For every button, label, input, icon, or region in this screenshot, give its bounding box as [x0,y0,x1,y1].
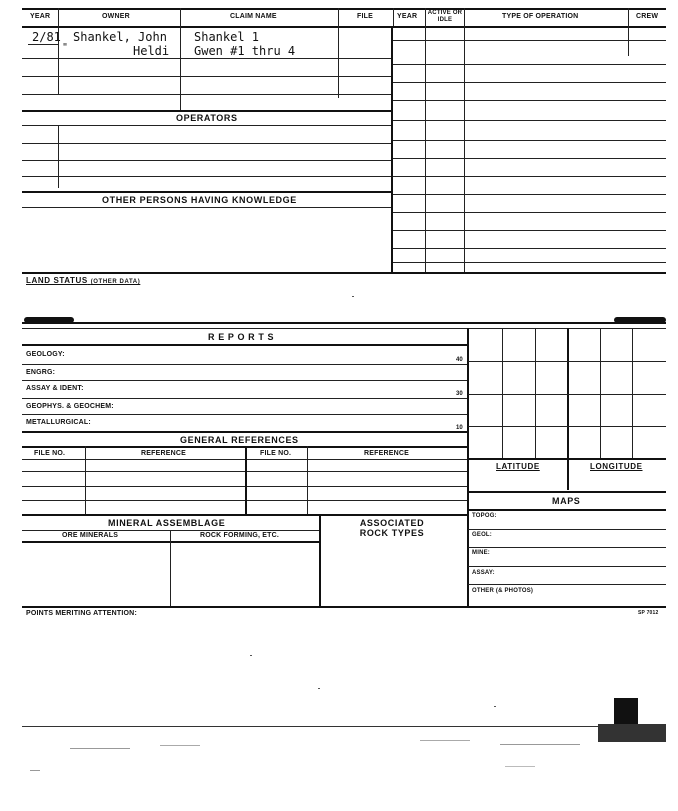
row-line [393,262,666,263]
land-status-sub: (OTHER DATA) [90,279,141,285]
report-metallurgical-num: 10 [456,425,463,431]
reports-title: R E P O R T S [208,332,275,342]
col-header-type-of-operation: TYPE OF OPERATION [502,13,579,20]
report-assay-num: 30 [456,391,463,397]
grid-line [502,328,503,458]
row-line [468,547,666,548]
grid-line [567,328,569,490]
row-line [22,125,392,126]
row-line [22,176,392,177]
col-header-active-idle: ACTIVE OR IDLE [427,10,463,23]
entry-claim: Shankel 1 [194,30,260,44]
header-rule [22,26,666,28]
latitude-label: LATITUDE [496,462,540,471]
associated-rock-types-title: ASSOCIATED ROCK TYPES [359,518,425,538]
speck [420,740,470,741]
divider [464,26,465,272]
row-line [393,64,666,65]
grid-line [600,328,601,458]
maps-assay: ASSAY: [472,570,495,576]
speck [160,745,200,746]
report-metallurgical: METALLURGICAL: [26,419,91,426]
divider [628,8,629,26]
divider [245,446,247,514]
divider [391,26,393,272]
row-line [393,100,666,101]
operators-title: OPERATORS [176,113,238,123]
row-line [22,414,468,415]
ore-minerals-col: ORE MINERALS [62,532,119,539]
row-line [393,140,666,141]
scan-block [614,698,638,724]
rock-forming-col: ROCK FORMING, ETC. [200,532,280,539]
col-header-crew: CREW [636,13,659,20]
row-line [393,248,666,249]
row-line [468,584,666,585]
divider [467,328,469,606]
other-persons-title: OTHER PERSONS HAVING KNOWLEDGE [102,195,297,205]
report-geophys: GEOPHYS. & GEOCHEM: [26,403,114,410]
speck [505,766,535,767]
grid-line [535,328,536,458]
divider [85,446,86,514]
speck [500,744,580,745]
gen-ref-reference-2: REFERENCE [364,450,409,457]
speck [494,706,496,707]
underline [28,44,58,45]
section-rule [22,322,666,324]
divider [180,8,181,26]
divider [628,26,629,56]
grid-line [468,394,666,395]
maps-title: MAPS [552,496,581,506]
entry-owner: Heldi [133,44,170,58]
maps-other: OTHER (& PHOTOS) [472,588,534,594]
divider [170,530,171,606]
row-line [393,194,666,195]
entry-year: 2/81 [32,30,61,44]
speck [30,770,40,771]
section-rule [22,541,320,543]
section-rule [468,491,666,493]
row-line [22,160,392,161]
top-border [22,8,666,10]
row-line [393,176,666,177]
maps-topog: TOPOG: [472,513,497,519]
row-line [22,364,468,365]
row-line [468,566,666,567]
row-line [22,530,320,531]
grid-line [468,361,666,362]
mineral-assemblage-title: MINERAL ASSEMBLAGE [108,518,226,528]
section-rule [468,509,666,511]
col-header-claim-name: CLAIM NAME [230,13,277,20]
longitude-label: LONGITUDE [590,462,643,471]
divider [58,125,59,188]
section-rule [22,110,392,112]
divider [464,8,465,26]
section-rule [22,344,468,346]
row-line [468,529,666,530]
maps-geol: GEOL: [472,532,492,538]
row-line [22,143,392,144]
general-references-title: GENERAL REFERENCES [180,435,299,445]
points-meriting-attention: POINTS MERITING ATTENTION: [26,610,137,617]
speck [70,748,130,749]
col-header-year: YEAR [30,13,51,20]
entry-owner: Shankel, John [73,30,167,44]
col-header-year-2: YEAR [397,13,418,20]
row-line [22,398,468,399]
row-line [393,158,666,159]
divider [338,8,339,26]
report-assay: ASSAY & IDENT: [26,385,84,392]
col-header-owner: OWNER [102,13,130,20]
maps-mine: MINE: [472,550,490,556]
row-line [22,76,392,77]
divider [180,26,181,110]
row-line [393,212,666,213]
divider [58,26,59,94]
speck [250,655,252,656]
col-header-file: FILE [357,13,373,20]
row-line [22,58,392,59]
section-rule [22,514,468,516]
land-status-label: LAND STATUS [26,276,88,285]
report-geology: GEOLOGY: [26,351,65,358]
divider [58,8,59,26]
gen-ref-file-no-2: FILE NO. [260,450,292,457]
speck [318,688,320,689]
gen-ref-reference: REFERENCE [141,450,186,457]
scan-block [598,724,666,742]
entry-claim: Gwen #1 thru 4 [194,44,296,58]
grid-line [632,328,633,458]
divider [425,8,426,26]
report-geology-num: 40 [456,357,463,363]
entry-year: " [62,42,69,53]
section-rule [22,606,666,608]
row-line [393,82,666,83]
section-rule [22,191,392,193]
divider [319,514,321,606]
speck [352,296,354,297]
row-line [393,40,666,41]
divider [307,446,308,514]
row-line [22,380,468,381]
divider [425,26,426,272]
scan-line [22,726,612,727]
grid-line [468,426,666,427]
gen-ref-file-no: FILE NO. [34,450,66,457]
row-line [393,120,666,121]
land-status-title [26,276,140,285]
row-line [22,94,392,95]
grid-line [468,458,666,460]
divider [393,8,394,26]
section-rule [22,272,666,274]
section-rule [22,328,666,329]
report-engrg: ENGRG: [26,369,56,376]
form-number: SP 7012 [638,610,659,616]
row-line [22,207,392,208]
row-line [393,230,666,231]
section-rule [22,431,468,433]
divider [338,26,339,98]
